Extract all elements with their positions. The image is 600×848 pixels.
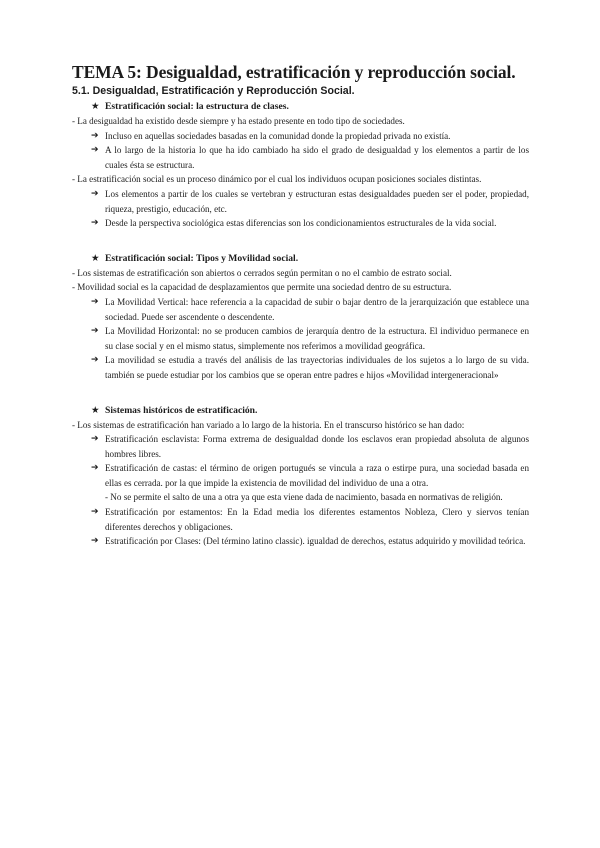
- bullet-item: [91, 353, 529, 382]
- star-icon: ★: [91, 404, 100, 416]
- bullet-text: La Movilidad Horizontal: no se producen cambios de jerarquía dentro de la estructura. El individuo permanece en su clase social y en el mismo status, simplemente nos referimos a movilidad geográfica.: [105, 326, 529, 351]
- bullet-text: La movilidad se estudia a través del análisis de las trayectorias individuales de los sujetos a lo largo de su vida. también se puede estudiar por los cambios que se operan entre padres e hijos «Movilidad intergeneracional»: [105, 355, 529, 380]
- bullet-item: [91, 216, 529, 231]
- document-subtitle: 5.1. Desigualdad, Estratificación y Reproducción Social.: [72, 85, 355, 97]
- bullet-item: [91, 295, 529, 324]
- arrow-bullet-icon: ➔: [91, 463, 99, 474]
- section: [72, 403, 529, 549]
- bullet-item: [91, 324, 529, 353]
- section-spacer: [72, 231, 529, 251]
- section-spacer: [72, 383, 529, 403]
- bullet-text: Estratificación de castas: el término de origen portugués se vincula a raza o estirpe pura, una sociedad basada en ellas es cerrada. por la que impide la existencia de movilidad del individuo de una a otra.: [105, 463, 529, 488]
- section-heading: [72, 403, 529, 418]
- section-heading-text: Sistemas históricos de estratificación.: [105, 404, 258, 416]
- bullet-text: Estratificación esclavista: Forma extrema de desigualdad donde los esclavos eran propiedad absoluta de algunos hombres libres.: [105, 434, 529, 459]
- section: [72, 251, 529, 383]
- section: [72, 99, 529, 231]
- arrow-bullet-icon: ➔: [91, 145, 99, 156]
- bullet-text: La Movilidad Vertical: hace referencia a la capacidad de subir o bajar dentro de la jerarquización que establece una sociedad. Puede ser ascendente o descendente.: [105, 296, 529, 322]
- arrow-bullet-icon: ➔: [91, 355, 99, 366]
- section-heading-text: Estratificación social: la estructura de clases.: [105, 101, 289, 112]
- bullet-item: [91, 143, 529, 172]
- bullet-text: Estratificación por Clases: (Del término latino classic). igualdad de derechos, estatus adquirido y movilidad teórica.: [105, 536, 526, 547]
- bullet-text: Incluso en aquellas sociedades basadas en la comunidad donde la propiedad privada no existía.: [105, 130, 451, 141]
- paragraph: - La estratificación social es un proceso dinámico por el cual los individuos ocupan posiciones sociales distintas.: [72, 174, 482, 185]
- paragraph: - La desigualdad ha existido desde siempre y ha estado presente en todo tipo de sociedades.: [72, 116, 405, 126]
- bullet-item: [91, 505, 529, 534]
- bullet-item: [91, 432, 529, 461]
- arrow-bullet-icon: ➔: [91, 536, 99, 547]
- section-heading: [72, 99, 529, 114]
- paragraph: - Movilidad social es la capacidad de desplazamientos que permite una sociedad dentro de su estructura.: [72, 282, 452, 293]
- document-page: [72, 62, 529, 549]
- bullet-text: A lo largo de la historia lo que ha ido cambiado ha sido el grado de desigualdad y los elementos a partir de los cuales ésta se estructura.: [105, 145, 529, 170]
- arrow-bullet-icon: ➔: [91, 130, 99, 141]
- arrow-bullet-icon: ➔: [91, 188, 99, 199]
- arrow-bullet-icon: ➔: [91, 507, 99, 518]
- arrow-bullet-icon: ➔: [91, 218, 99, 229]
- bullet-item: [91, 534, 529, 549]
- document-title: TEMA 5: Desigualdad, estratificación y reproducción social.: [72, 62, 516, 82]
- bullet-text: Los elementos a partir de los cuales se vertebran y estructuran estas desigualdades pueden ser el poder, propiedad, riqueza, prestigio, educación, etc.: [105, 188, 529, 214]
- document-body: [72, 99, 529, 549]
- bullet-item: [91, 129, 529, 144]
- paragraph: - Los sistemas de estratificación han variado a lo largo de la historia. En el transcurso histórico se han dado:: [72, 419, 465, 430]
- note-paragraph: - No se permite el salto de una a otra ya que esta viene dada de nacimiento, basada en normativas de religión.: [105, 492, 503, 503]
- section-heading-text: Estratificación social: Tipos y Movilidad social.: [105, 252, 299, 264]
- bullet-item: [91, 187, 529, 216]
- star-icon: ★: [91, 101, 100, 112]
- section-heading: [72, 251, 529, 266]
- bullet-item: [91, 461, 529, 490]
- bullet-text: Desde la perspectiva sociológica estas diferencias son los condicionamientos estructurales de la vida social.: [105, 218, 497, 229]
- bullet-text: Estratificación por estamentos: En la Edad media los diferentes estamentos Nobleza, Clero y siervos tenían diferentes derechos y obligaciones.: [105, 507, 529, 532]
- star-icon: ★: [91, 252, 100, 264]
- paragraph: - Los sistemas de estratificación son abiertos o cerrados según permitan o no el cambio de estrato social.: [72, 267, 452, 278]
- arrow-bullet-icon: ➔: [91, 296, 99, 307]
- arrow-bullet-icon: ➔: [91, 326, 99, 337]
- arrow-bullet-icon: ➔: [91, 434, 99, 445]
